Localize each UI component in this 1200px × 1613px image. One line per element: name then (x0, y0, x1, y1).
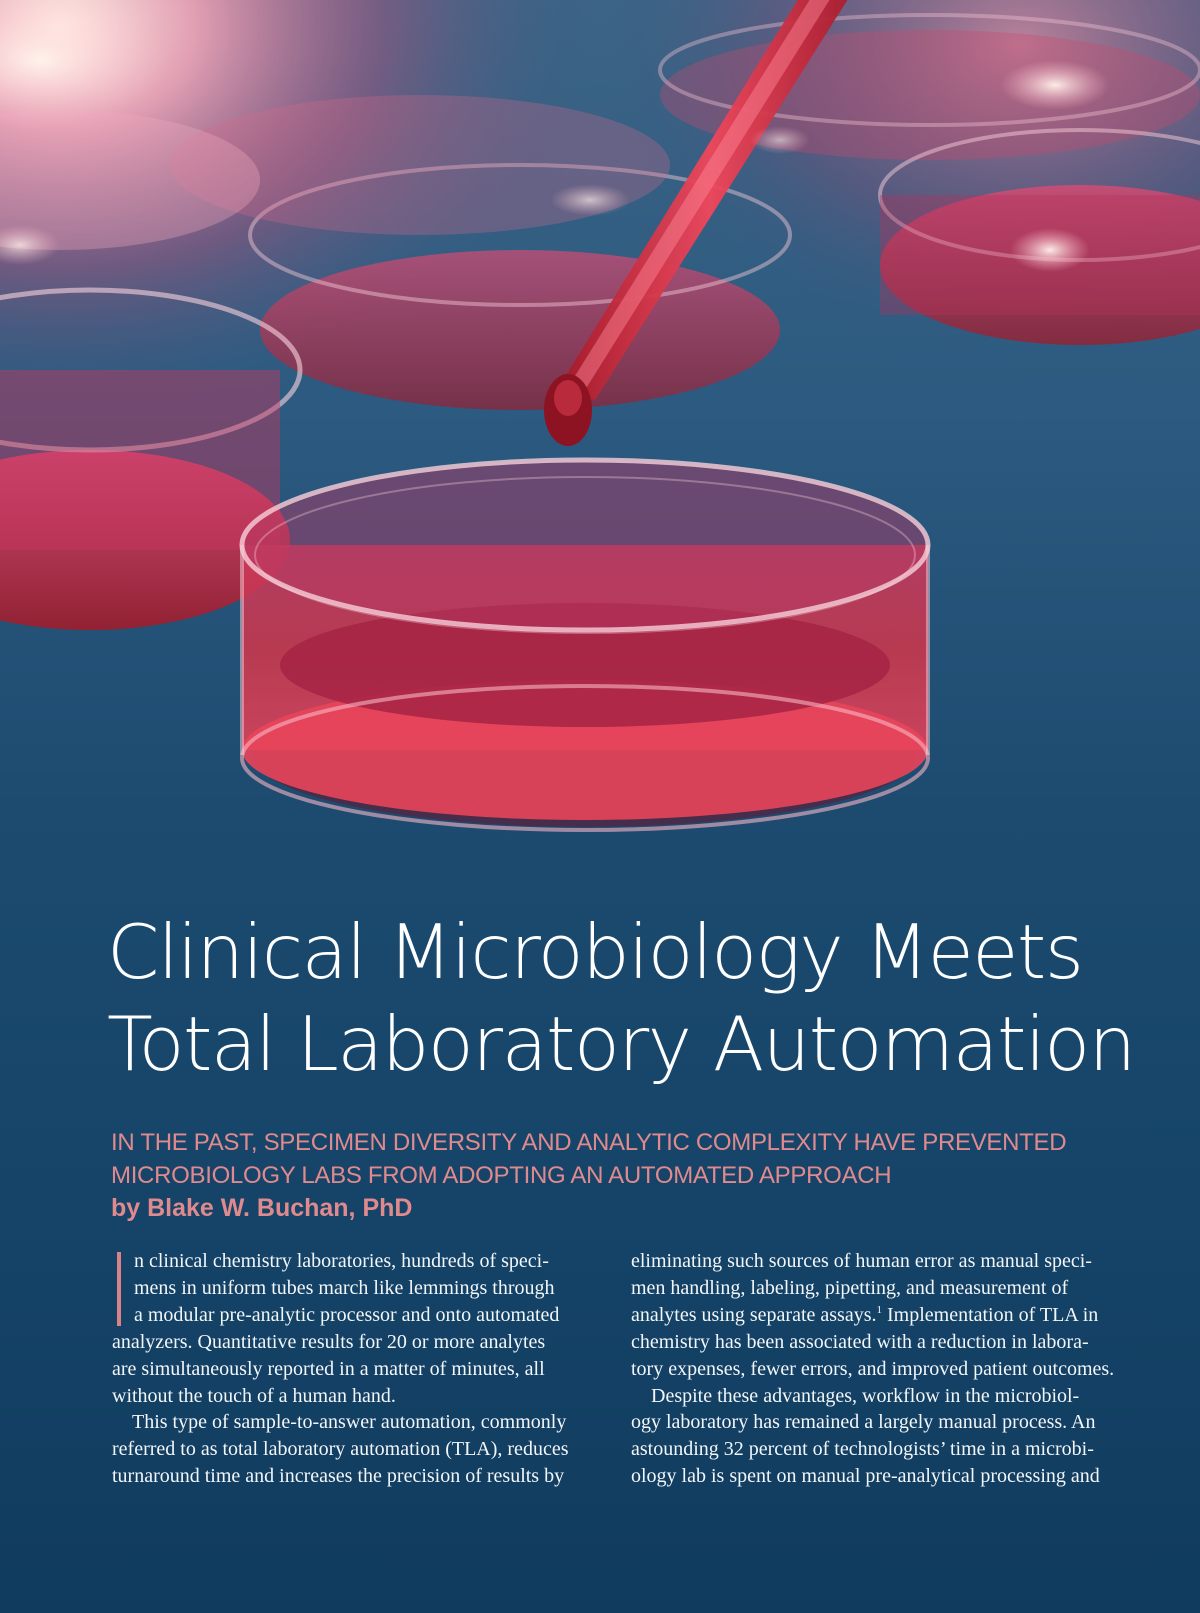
body-line: This type of sample-to-answer automation, commonly (132, 1411, 567, 1434)
body-line: astounding 32 percent of technologists’ time in a microbi- (631, 1438, 1094, 1461)
body-line: Despite these advantages, workflow in the microbiol- (651, 1384, 1080, 1407)
body-line-segment: Implementation of TLA in (886, 1303, 1099, 1326)
article-title (107, 906, 1187, 1090)
author-byline: by Blake W. Buchan, PhD (111, 1194, 413, 1222)
article-deck (111, 1126, 1111, 1192)
body-column-right (631, 1248, 1131, 1490)
body-line: eliminating such sources of human error as manual speci- (631, 1250, 1092, 1272)
body-line: mens in uniform tubes march like lemmings through (134, 1276, 555, 1299)
body-line: analyzers. Quantitative results for 20 or more analytes (112, 1330, 546, 1353)
body-line: referred to as total laboratory automation (TLA), reduces (112, 1438, 569, 1461)
body-line: ology lab is spent on manual pre-analytical processing and (631, 1465, 1100, 1488)
body-line: tory expenses, fewer errors, and improved patient outcomes. (631, 1357, 1115, 1380)
body-line: n clinical chemistry laboratories, hundreds of speci- (134, 1250, 549, 1272)
body-line: are simultaneously reported in a matter of minutes, all (112, 1357, 545, 1380)
footnote-reference: 1 (876, 1303, 882, 1316)
body-line: turnaround time and increases the precision of results by (112, 1465, 565, 1488)
article-deck-line-1: IN THE PAST, SPECIMEN DIVERSITY AND ANALYTIC COMPLEXITY HAVE PREVENTED (111, 1129, 1067, 1156)
body-line: without the touch of a human hand. (112, 1384, 396, 1407)
body-line: men handling, labeling, pipetting, and measurement of (631, 1276, 1069, 1299)
body-line: chemistry has been associated with a reduction in labora- (631, 1330, 1089, 1353)
body-column-left (112, 1248, 612, 1490)
article-title-line-2: Total Laboratory Automation (107, 1000, 1135, 1088)
body-line: ogy laboratory has remained a largely manual process. An (631, 1411, 1096, 1434)
body-line-segment: analytes using separate assays. (631, 1303, 877, 1326)
article-title-line-1: Clinical Microbiology Meets (107, 908, 1083, 996)
body-line: a modular pre-analytic processor and onto automated (134, 1303, 560, 1326)
body-line (631, 1302, 1131, 1329)
article-deck-line-2: MICROBIOLOGY LABS FROM ADOPTING AN AUTOMATED APPROACH (111, 1162, 892, 1189)
